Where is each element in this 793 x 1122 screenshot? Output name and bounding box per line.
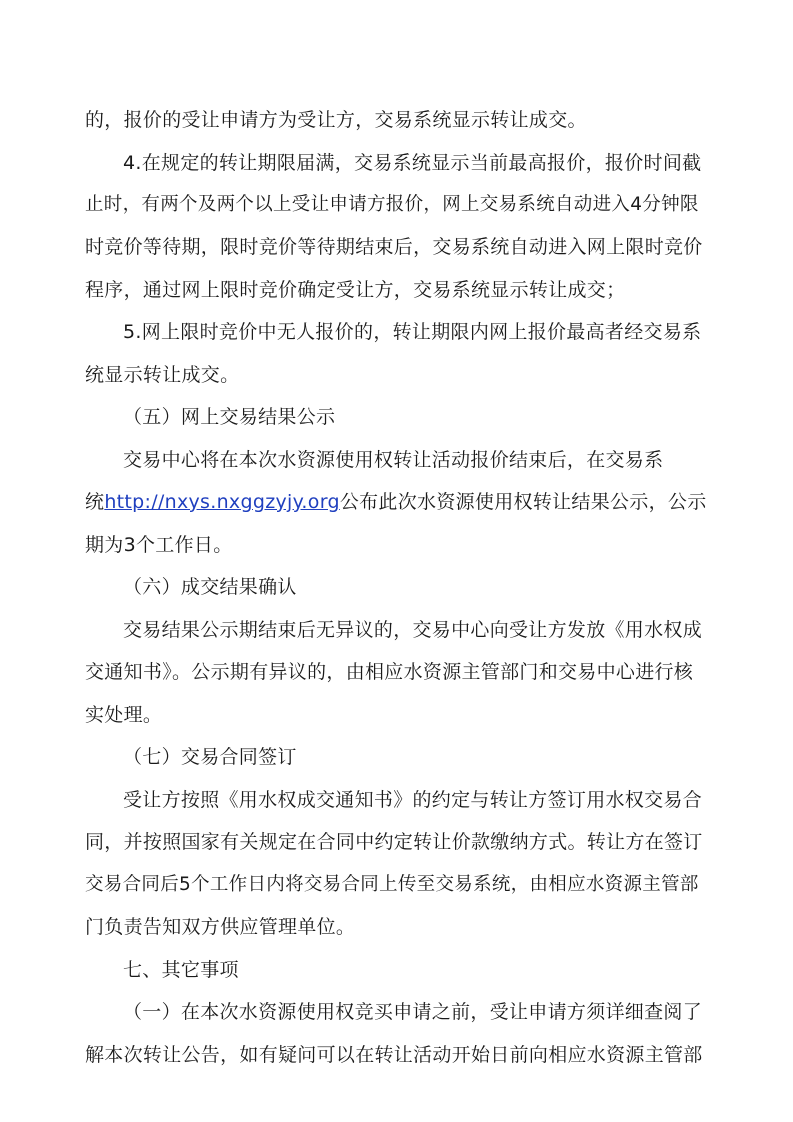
text-line: 实处理。 — [85, 704, 163, 726]
text-line: 的，报价的受让申请方为受让方，交易系统显示转让成交。 — [85, 109, 587, 131]
chapter-heading: 七、其它事项 — [123, 959, 239, 981]
text-line: 止时，有两个及两个以上受让申请方报价，网上交易系统自动进入4分钟限 — [85, 194, 699, 215]
section-heading: （七）交易合同签订 — [123, 746, 297, 768]
section-heading: （六）成交结果确认 — [123, 576, 297, 598]
text-line: （一）在本次水资源使用权竞买申请之前，受让申请方须详细查阅了 — [123, 1001, 703, 1023]
trading-system-link[interactable]: http://nxys.nxggzyjy.org — [104, 491, 340, 513]
text-line: 受让方按照《用水权成交通知书》的约定与转让方签订用水权交易合 — [123, 789, 703, 811]
section-heading: （五）网上交易结果公示 — [123, 406, 336, 428]
text-line: 统显示转让成交。 — [85, 364, 240, 386]
text-line: 同，并按照国家有关规定在合同中约定转让价款缴纳方式。转让方在签订 — [85, 831, 703, 853]
text-fragment: 统 — [85, 491, 105, 513]
text-fragment: 公布此次水资源使用权转让结果公示，公示 — [339, 491, 707, 513]
text-line: 程序，通过网上限时竞价确定受让方，交易系统显示转让成交； — [85, 279, 626, 301]
text-line: 交易结果公示期结束后无异议的，交易中心向受让方发放《用水权成 — [123, 619, 703, 641]
text-line-with-link — [85, 489, 707, 515]
text-line: 交易合同后5个工作日内将交易合同上传至交易系统，由相应水资源主管部 — [85, 874, 699, 895]
text-line: 交易中心将在本次水资源使用权转让活动报价结束后，在交易系 — [123, 449, 664, 471]
text-line: 解本次转让公告，如有疑问可以在转让活动开始日前向相应水资源主管部 — [85, 1044, 703, 1066]
text-line: 期为3个工作日。 — [85, 534, 233, 556]
text-line: 交通知书》。公示期有异议的，由相应水资源主管部门和交易中心进行核 — [85, 661, 694, 683]
text-line: 门负责告知双方供应管理单位。 — [85, 916, 356, 938]
text-line: 4.在规定的转让期限届满，交易系统显示当前最高报价，报价时间截 — [123, 152, 702, 174]
text-line: 5.网上限时竞价中无人报价的，转让期限内网上报价最高者经交易系 — [123, 321, 702, 343]
text-line: 时竞价等待期，限时竞价等待期结束后，交易系统自动进入网上限时竞价 — [85, 236, 703, 258]
